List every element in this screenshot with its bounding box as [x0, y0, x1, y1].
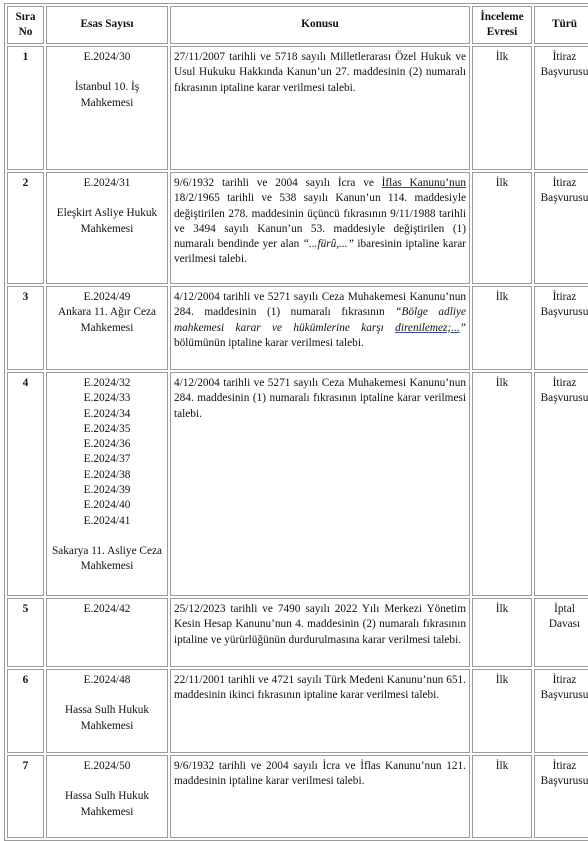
esas-cell — [46, 755, 168, 838]
tur-cell: İtiraz Başvurusu — [534, 286, 588, 370]
esas-cell — [46, 372, 168, 596]
konu-italic: ” — [459, 321, 466, 334]
konu-underlined: İflas Kanunu’nun — [381, 177, 466, 189]
konu-cell: 9/6/1932 tarihli ve 2004 sayılı İcra ve İflas Kanunu’nun 121. maddesinin iptaline karar verilmesi talebi. — [170, 755, 470, 838]
konu-italic: “Bölge adliye mahkemesi karar ve hükümlerine karşı — [174, 306, 467, 334]
esas-number: E.2024/48 — [83, 674, 131, 686]
esas-number: E.2024/35 — [83, 422, 131, 435]
esas-number: E.2024/34 — [83, 407, 131, 420]
table-row — [7, 755, 588, 838]
evre-cell: İlk — [472, 372, 532, 596]
header-turu: Türü — [534, 6, 588, 44]
konu-text: 4/12/2004 tarihli ve 5271 sayılı Ceza Muhakemesi Kanunu’nun 284. maddesinin (1) numaralı fıkrasının — [174, 291, 466, 319]
tur-cell: İtiraz Başvurusu — [534, 46, 588, 170]
esas-cell — [46, 286, 168, 370]
esas-number: E.2024/40 — [83, 499, 131, 512]
court-name: Ankara 11. Ağır Ceza Mahkemesi — [57, 306, 157, 334]
header-row — [7, 6, 588, 44]
court-name: Sakarya 11. Asliye Ceza Mahkemesi — [51, 544, 162, 573]
konu-text: bölümünün iptaline karar verilmesi talebi. — [174, 336, 364, 349]
table-row — [7, 46, 588, 170]
court-name: Hassa Sulh Hukuk Mahkemesi — [64, 790, 150, 818]
evre-cell: İlk — [472, 286, 532, 370]
tur-cell: İtiraz Başvurusu — [534, 669, 588, 753]
row-number: 1 — [7, 46, 44, 170]
esas-number: E.2024/41 — [83, 514, 131, 527]
court-name: Eleşkirt Asliye Hukuk Mahkemesi — [56, 207, 158, 235]
esas-number: E.2024/30 — [83, 51, 131, 63]
evre-cell: İlk — [472, 172, 532, 284]
esas-number: E.2024/32 — [83, 377, 131, 389]
konu-cell: 25/12/2023 tarihli ve 7490 sayılı 2022 Yılı Merkezi Yönetim Kesin Hesap Kanunu’nun 4. maddesinin (2) numaralı fıkrasının iptaline ve yürürlüğünün durdurulmasına karar verilmesi talebi. — [170, 598, 470, 667]
esas-number: E.2024/49 — [83, 291, 131, 303]
konu-cell — [170, 172, 470, 284]
evre-cell: İlk — [472, 669, 532, 753]
konu-cell — [170, 286, 470, 370]
court-name: Hassa Sulh Hukuk Mahkemesi — [64, 704, 150, 732]
esas-cell — [46, 598, 168, 667]
tur-cell: İtiraz Başvurusu — [534, 755, 588, 838]
row-number: 2 — [7, 172, 44, 284]
esas-number: E.2024/37 — [83, 453, 131, 466]
table-row — [7, 669, 588, 753]
header-sira-no: Sıra No — [7, 6, 44, 44]
cases-table — [4, 3, 588, 841]
konu-text: 18/2/1965 tarihli ve 538 sayılı Kanun’un 114. maddesiyle değiştirilen 278. maddesinin üçüncü fıkrasının 9/11/1988 tarihli ve 3494 sayılı Kanun’un 53. maddesiyle değiştirilen (1) numaralı bendinde yer alan — [174, 192, 466, 251]
row-number: 5 — [7, 598, 44, 667]
esas-number: E.2024/33 — [83, 392, 131, 405]
tur-cell: İtiraz Başvurusu — [534, 172, 588, 284]
table-row — [7, 286, 588, 370]
konu-text: ibaresinin iptaline karar verilmesi talebi. — [174, 238, 466, 266]
court-name: İstanbul 10. İş Mahkemesi — [74, 81, 140, 109]
tur-cell: İptal Davası — [534, 598, 588, 667]
konu-cell: 4/12/2004 tarihli ve 5271 sayılı Ceza Muhakemesi Kanunu’nun 284. maddesinin (1) numaralı fıkrasının iptaline karar verilmesi talebi. — [170, 372, 470, 596]
table-row — [7, 372, 588, 596]
evre-cell: İlk — [472, 755, 532, 838]
konu-cell: 22/11/2001 tarihli ve 4721 sayılı Türk Medeni Kanunu’nun 651. maddesinin ikinci fıkrasının iptaline karar verilmesi talebi. — [170, 669, 470, 753]
evre-cell: İlk — [472, 598, 532, 667]
esas-number: E.2024/42 — [83, 603, 131, 615]
table-row — [7, 598, 588, 667]
konu-text: 9/6/1932 tarihli ve 2004 sayılı İcra ve — [174, 177, 382, 189]
esas-number: E.2024/36 — [83, 438, 131, 451]
header-esas-sayisi: Esas Sayısı — [46, 6, 168, 44]
konu-italic: “...fürû,...” — [302, 238, 354, 251]
esas-number: E.2024/38 — [83, 468, 131, 481]
row-number: 4 — [7, 372, 44, 596]
header-konusu: Konusu — [170, 6, 470, 44]
esas-number: E.2024/39 — [83, 484, 131, 497]
header-inceleme-evresi: İnceleme Evresi — [472, 6, 532, 44]
esas-number: E.2024/31 — [83, 177, 131, 189]
konu-underlined: direnilemez;... — [395, 321, 460, 334]
tur-cell: İtiraz Başvurusu — [534, 372, 588, 596]
evre-cell: İlk — [472, 46, 532, 170]
table-row — [7, 172, 588, 284]
esas-cell — [46, 172, 168, 284]
row-number: 6 — [7, 669, 44, 753]
esas-number: E.2024/50 — [83, 760, 131, 772]
esas-cell — [46, 669, 168, 753]
row-number: 3 — [7, 286, 44, 370]
row-number: 7 — [7, 755, 44, 838]
esas-cell — [46, 46, 168, 170]
konu-cell: 27/11/2007 tarihli ve 5718 sayılı Milletlerarası Özel Hukuk ve Usul Hukuku Hakkında Kanun’un 27. maddesinin (2) numaralı fıkrasının iptaline karar verilmesi talebi. — [170, 46, 470, 170]
